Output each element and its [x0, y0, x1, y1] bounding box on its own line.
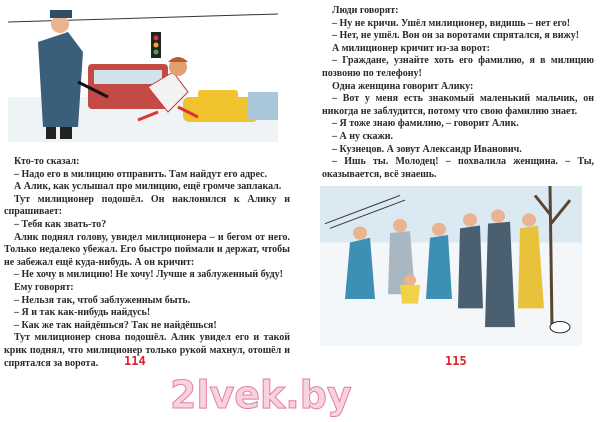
- paragraph: Алик поднял голову, увидел милиционера – и бегом от него. Только недалеко убежал. Его быстро поймали и держат, чтобы не забежал ещё куда-нибудь. А он кричит:: [4, 231, 290, 268]
- illustration-crowd-around-boy: [320, 186, 582, 346]
- page-number: 115: [445, 354, 467, 368]
- paragraph: – Тебя как звать-то?: [14, 218, 107, 230]
- paragraph: Тут милиционер подошёл. Он наклонился к Алику и спрашивает:: [4, 193, 290, 218]
- watermark: 2lvek.by: [170, 373, 352, 417]
- paragraph: – Не хочу в милицию! Не хочу! Лучше я заблуженный буду!: [14, 269, 284, 281]
- paragraph: – Кузнецов. А зовут Александр Иванович.: [332, 143, 522, 155]
- paragraph: – Вот у меня есть знакомый маленький мальчик, он никогда не заблудится, потому что свою фамилию знает.: [322, 93, 594, 117]
- paragraph: А милиционер кричит из-за ворот:: [332, 42, 490, 54]
- paragraph: – Надо его в милицию отправить. Там найдут его адрес.: [14, 168, 268, 180]
- paragraph: – Я тоже знаю фамилию, – говорит Алик.: [332, 118, 519, 130]
- paragraph: – Граждане, узнайте хоть его фамилию, я в милицию позвоню по телефону!: [322, 55, 594, 79]
- paragraph: Одна женщина говорит Алику:: [332, 80, 474, 92]
- paragraph: – Ишь ты. Молодец! – похвалила женщина. – Ты, оказывается, всё знаешь.: [322, 156, 594, 180]
- left-page-text: [4, 156, 290, 370]
- paragraph: Кто-то сказал:: [14, 156, 80, 167]
- right-page: [300, 0, 600, 422]
- paragraph: – А ну скажи.: [332, 130, 394, 142]
- paragraph: Тут милиционер снова подошёл. Алик увидел его и такой крик поднял, что милиционер только рукой махнул, отошёл и спрятался за ворота.: [4, 332, 290, 369]
- paragraph: – Нет, не ушёл. Вон он за воротами спрятался, я вижу!: [332, 30, 580, 42]
- paragraph: – Как же так найдёшься? Так не найдёшься!: [14, 319, 217, 331]
- paragraph: Ему говорят:: [14, 281, 74, 293]
- paragraph: – Ну не кричи. Ушёл милиционер, видишь – нет его!: [332, 17, 571, 29]
- paragraph: – Я и так как-нибудь найдусь!: [14, 307, 151, 319]
- paragraph: Люди говорят:: [332, 5, 399, 16]
- illustration-policeman-chasing-boy: [8, 2, 278, 142]
- page-number: 114: [124, 354, 146, 368]
- right-page-text: [322, 5, 594, 181]
- paragraph: – Нельзя так, чтоб заблуженным быть.: [14, 294, 191, 306]
- paragraph: А Алик, как услышал про милицию, ещё громче заплакал.: [14, 181, 282, 193]
